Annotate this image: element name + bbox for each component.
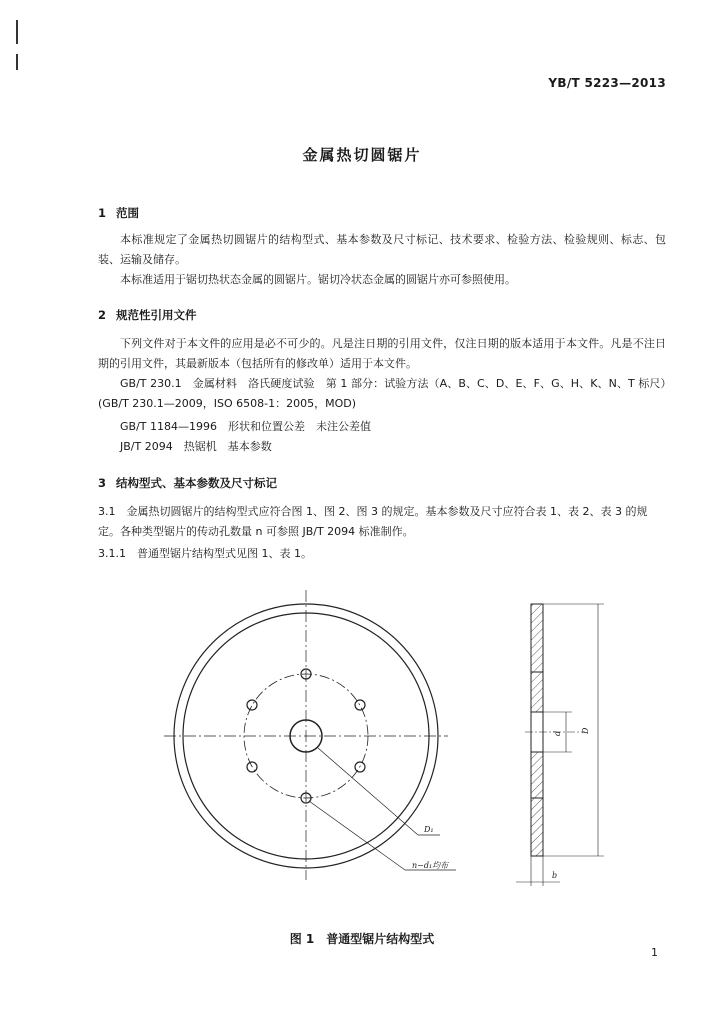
section-1-paragraph-1: 本标准规定了金属热切圆锯片的结构型式、基本参数及尺寸标记、技术要求、检验方法、检验规则、标志、包装、运输及储存。 [98,233,666,266]
label-hole-count: n−d₁均布 [412,861,449,870]
figure-caption: 图 1 普通型锯片结构型式 [289,932,435,946]
document-title: 金属热切圆锯片 [302,146,422,164]
label-d: d [553,730,562,736]
label-D: D [581,727,590,734]
reference-item: GB/T 230.1 金属材料 洛氏硬度试验 第 1 部分：试验方法（A、B、C、D、E、F、G、H、K、N、T 标尺）(GB/T 230.1—2009，ISO 6508-1：2005，MOD) [98,377,666,410]
reference-item: JB/T 2094 热锯机 基本参数 [120,440,272,453]
section-number: 3 [98,476,107,490]
section-2-intro: 下列文件对于本文件的应用是必不可少的。凡是注日期的引用文件，仅注日期的版本适用于本文件。凡是不注日期的引用文件，其最新版本（包括所有的修改单）适用于本文件。 [98,337,666,370]
reference-item: GB/T 1184—1996 形状和位置公差 未注公差值 [120,420,371,433]
section-number: 2 [98,308,107,322]
page-number: 1 [651,946,658,959]
clause-3-1-1: 3.1.1 普通型锯片结构型式见图 1、表 1。 [98,547,312,560]
d1-leader-line [318,748,418,835]
section-1-paragraph-2: 本标准适用于锯切热状态金属的圆锯片。锯切冷状态金属的圆锯片亦可参照使用。 [120,273,516,286]
section-title: 结构型式、基本参数及尺寸标记 [116,476,277,490]
clause-3-1: 3.1 金属热切圆锯片的结构型式应符合图 1、图 2、图 3 的规定。基本参数及尺寸应符合表 1、表 2、表 3 的规定。各种类型锯片的传动孔数量 n 可参照 JB/T 2094 标准制作。 [98,505,648,538]
section-title: 范围 [116,206,139,220]
standard-number: YB/T 5223—2013 [548,76,666,90]
section-number: 1 [98,206,107,220]
section-title: 规范性引用文件 [116,308,197,322]
label-d1: D₁ [424,825,434,834]
drive-hole [247,700,257,710]
label-b: b [552,871,558,880]
